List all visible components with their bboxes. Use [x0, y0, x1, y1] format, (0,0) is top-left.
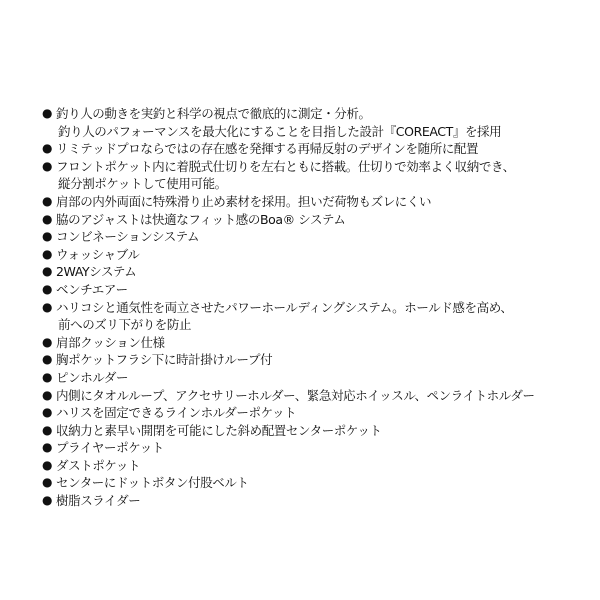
feature-item: [42, 351, 592, 369]
feature-item: [42, 246, 592, 264]
feature-text: プライヤーポケット: [56, 440, 164, 456]
feature-item: [42, 105, 592, 140]
feature-text: フロントポケット内に着脱式仕切りを左右ともに搭載。仕切りで効率よく収納でき、: [56, 158, 515, 174]
feature-text-continued: 縦分割ポケットして使用可能。: [58, 176, 227, 192]
feature-item: [42, 439, 592, 457]
feature-text: 内側にタオルループ、アクセサリーホルダー、緊急対応ホイッスル、ペンライトホルダー: [56, 387, 535, 403]
feature-item: [42, 404, 592, 422]
feature-text-continued: 前へのズリ下がりを防止: [58, 317, 192, 333]
bullet-icon: ●: [42, 493, 53, 508]
feature-text: コンビネーションシステム: [56, 229, 200, 245]
feature-text: 胸ポケットフラシ下に時計掛けループ付: [56, 352, 273, 368]
feature-text: 樹脂スライダー: [56, 493, 141, 509]
bullet-icon: ●: [42, 281, 53, 296]
feature-text: ハリコシと通気性を両立させたパワーホールディングシステム。ホールド感を高め、: [56, 299, 513, 315]
feature-text: 釣り人の動きを実釣と科学の視点で徹底的に測定・分析。: [56, 106, 371, 121]
feature-item: [42, 281, 592, 299]
feature-item: [42, 299, 592, 334]
feature-text: ピンホルダー: [56, 369, 129, 385]
feature-item: [42, 228, 592, 246]
bullet-icon: ●: [42, 158, 53, 173]
feature-text: 肩部クッション仕様: [56, 334, 165, 350]
feature-text: 2WAYシステム: [56, 264, 137, 280]
bullet-icon: ●: [42, 369, 53, 384]
feature-item: [42, 387, 592, 405]
bullet-icon: ●: [42, 334, 53, 349]
bullet-icon: ●: [42, 141, 53, 156]
bullet-icon: ●: [42, 352, 53, 367]
bullet-icon: ●: [42, 106, 53, 120]
bullet-icon: ●: [42, 475, 53, 490]
feature-text: リミテッドプロならではの存在感を発揮する再帰反射のデザインを随所に配置: [56, 141, 479, 157]
bullet-icon: ●: [42, 299, 53, 314]
feature-item: [42, 211, 592, 229]
feature-item: [42, 334, 592, 352]
bullet-icon: ●: [42, 457, 53, 472]
feature-text: ベンチエアー: [56, 281, 128, 297]
feature-item: [42, 369, 592, 387]
feature-text: センターにドットボタン付股ベルト: [56, 475, 249, 491]
feature-text: 脇のアジャストは快適なフィット感のBoa® システム: [56, 211, 346, 227]
bullet-icon: ●: [42, 440, 53, 455]
bullet-icon: ●: [42, 405, 53, 420]
bullet-icon: ●: [42, 246, 53, 261]
bullet-icon: ●: [42, 264, 53, 279]
bullet-icon: ●: [42, 193, 53, 208]
bullet-icon: ●: [42, 422, 53, 437]
feature-text: ハリスを固定できるラインホルダーポケット: [56, 405, 297, 421]
feature-item: [42, 474, 592, 492]
bullet-icon: ●: [42, 387, 53, 402]
feature-text: ダストポケット: [56, 457, 141, 473]
feature-text: 収納力と素早い開閉を可能にした斜め配置センターポケット: [56, 422, 382, 438]
feature-text: 肩部の内外両面に特殊滑り止め素材を採用。担いだ荷物もズレにくい: [56, 193, 432, 209]
feature-item: [42, 158, 592, 193]
feature-list: [42, 105, 592, 510]
feature-item: [42, 422, 592, 440]
bullet-icon: ●: [42, 211, 53, 226]
feature-item: [42, 457, 592, 475]
feature-item: [42, 492, 592, 510]
feature-item: [42, 263, 592, 281]
bullet-icon: ●: [42, 229, 53, 244]
feature-text: ウォッシャブル: [56, 246, 140, 262]
feature-item: [42, 193, 592, 211]
feature-item: [42, 140, 592, 158]
feature-text-continued: 釣り人のパフォーマンスを最大化にすることを目指した設計『COREACT』を採用: [58, 123, 502, 139]
